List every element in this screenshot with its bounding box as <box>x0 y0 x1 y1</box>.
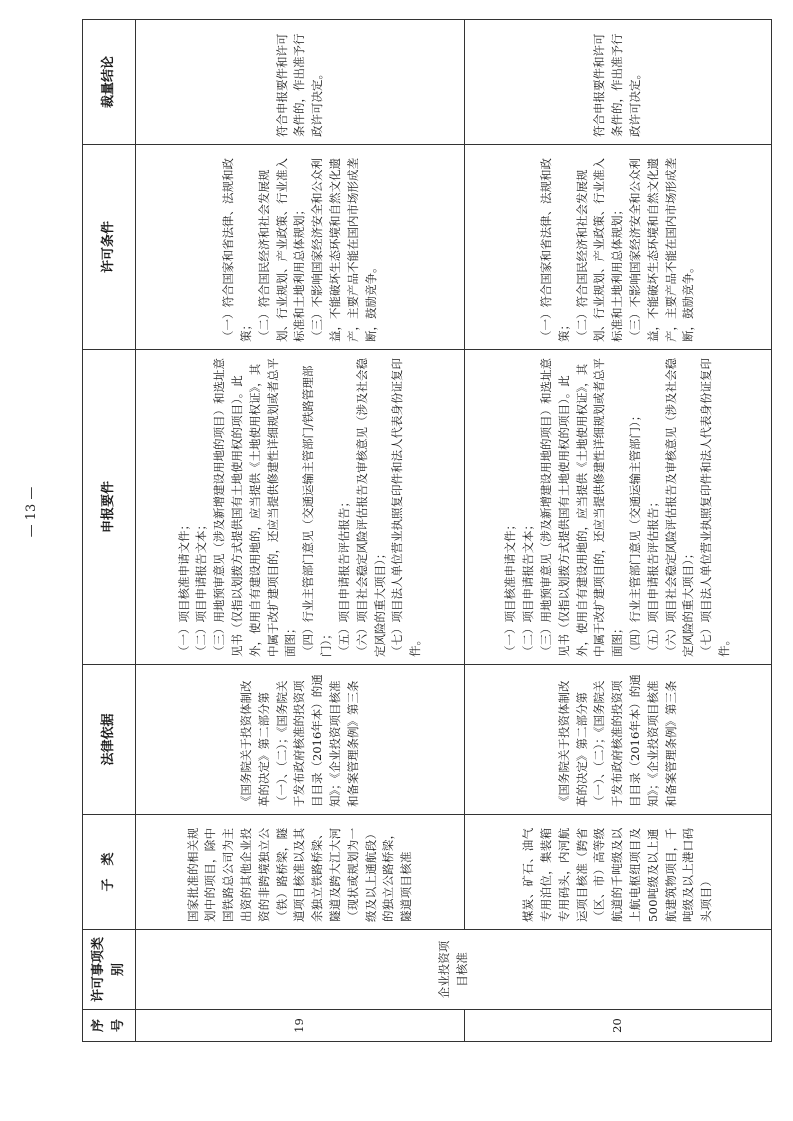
condition-item: （三）不影响国家经济安全和公众利益，不能破坏生态环境和自然文化遗产，主要产品不能在国内市场形成垄断，鼓励竞争。 <box>310 158 378 342</box>
condition-item: （三）不影响国家经济安全和公众利益，不能破坏生态环境和自然文化遗产，主要产品不能在国内市场形成垄断，鼓励竞争。 <box>628 158 696 342</box>
requirement-item: （一）项目核准申请文件； <box>176 519 191 657</box>
basis-cell: 《国务院关于投资体制改革的决定》第二部分第（一）、（二）；《国务院关于发布政府核准的投资项目目录（2016年本）的通知》；《企业投资项目核准和备案管理条例》第三条 <box>465 665 772 815</box>
header-conditions: 许可条件 <box>83 145 136 350</box>
header-subtype: 子 类 <box>83 815 136 930</box>
requirement-item: （五）项目申请报告评估报告； <box>336 496 351 657</box>
requirement-item: （一）项目核准申请文件； <box>503 519 518 657</box>
requirement-item: （三）用地预审意见（涉及新增建设用地的项目）和选址意见书（仅指以划拨方式提供国有土地使用权的项目）。此外，使用自有建设用地的，应当提供《土地使用权证》，其中属于改扩建项目的，还应当提供修建性详细规划或者总平面图； <box>538 358 625 657</box>
requirement-item: （四）行业主管部门意见（交通运输主管部门/铁路管理部门）； <box>301 365 334 657</box>
conditions-cell <box>136 145 465 350</box>
requirement-item: （四）行业主管部门意见（交通运输主管部门）； <box>628 409 643 657</box>
conditions-cell <box>465 145 772 350</box>
table-row <box>136 20 465 1042</box>
requirement-item: （六）项目社会稳定风险评估报告及审核意见（涉及社会稳定风险的重大项目）； <box>354 358 387 657</box>
subtype-cell: 煤炭、矿石、油气专用泊位，集装箱专用码头，内河航运项目核准（跨省（区、市）高等级航道的千吨级及以上航电枢纽项目及500吨级及以上通航建筑物项目，千吨级及以上港口码头项目） <box>465 815 772 930</box>
condition-item: （一）符合国家和省法律、法规和政策； <box>538 158 571 342</box>
header-num: 序号 <box>83 1010 136 1042</box>
table-row <box>465 20 772 1042</box>
condition-item: （一）符合国家和省法律、法规和政策； <box>221 158 253 342</box>
header-basis: 法律依据 <box>83 665 136 815</box>
subtype-cell: 国家批准的相关规划中的项目，除中国铁路总公司为主出资的其他企业投资的非跨境独立公（铁）路桥梁，隧道项目核准以及其余独立铁路桥梁、隧道及跨大江大河（现状或规划为一级及以上通航段）的独立公路桥梁，隧道项目核准 <box>136 815 465 930</box>
conclusion-cell: 符合申报要件和许可条件的，作出准予行政许可决定。 <box>465 20 772 145</box>
requirement-item: （七）项目法人单位营业执照复印件和法人代表身份证复印件。 <box>390 358 423 657</box>
row-num: 19 <box>136 1010 465 1042</box>
header-conclusion: 裁量结论 <box>83 20 136 145</box>
header-category: 许可事项类别 <box>83 930 136 1010</box>
requirement-item: （六）项目社会稳定风险评估报告及审核意见（涉及社会稳定风险的重大项目）； <box>663 358 696 657</box>
permit-table <box>82 19 772 1042</box>
requirement-item: （二）项目申请报告文本； <box>521 519 536 657</box>
header-requirements: 申报要件 <box>83 350 136 665</box>
condition-item: （二）符合国民经济和社会发展规划、行业规划、产业政策、行业准入标准和土地利用总体规划； <box>256 158 307 342</box>
requirement-item: （三）用地预审意见（涉及新增建设用地的项目）和选址意见书（仅指以划拨方式提供国有土地使用权的项目）。此外，使用自有建设用地的，应当提供《土地使用权证》，其中属于改扩建项目的，还应当提供修建性详细规划或者总平面图； <box>212 358 298 657</box>
basis-cell: 《国务院关于投资体制改革的决定》第二部分第（一）、（二）；《国务院关于发布政府核准的投资项目目录（2016年本）的通知》；《企业投资项目核准和备案管理条例》第三条 <box>136 665 465 815</box>
requirements-cell <box>465 350 772 665</box>
requirements-cell <box>136 350 465 665</box>
category-cell: 企业投资项目核准 <box>136 930 772 1010</box>
header-row <box>83 20 136 1042</box>
conclusion-cell: 符合申报要件和许可条件的，作出准予行政许可决定。 <box>136 20 465 145</box>
page-number: — 13 — <box>24 486 39 538</box>
row-num: 20 <box>465 1010 772 1042</box>
requirement-item: （五）项目申请报告评估报告； <box>645 496 660 657</box>
requirement-item: （七）项目法人单位营业执照复印件和法人代表身份证复印件。 <box>699 358 732 657</box>
condition-item: （二）符合国民经济和社会发展规划、行业规划、产业政策、行业准入标准和土地利用总体规划； <box>574 158 625 342</box>
requirement-item: （二）项目申请报告文本； <box>194 519 209 657</box>
